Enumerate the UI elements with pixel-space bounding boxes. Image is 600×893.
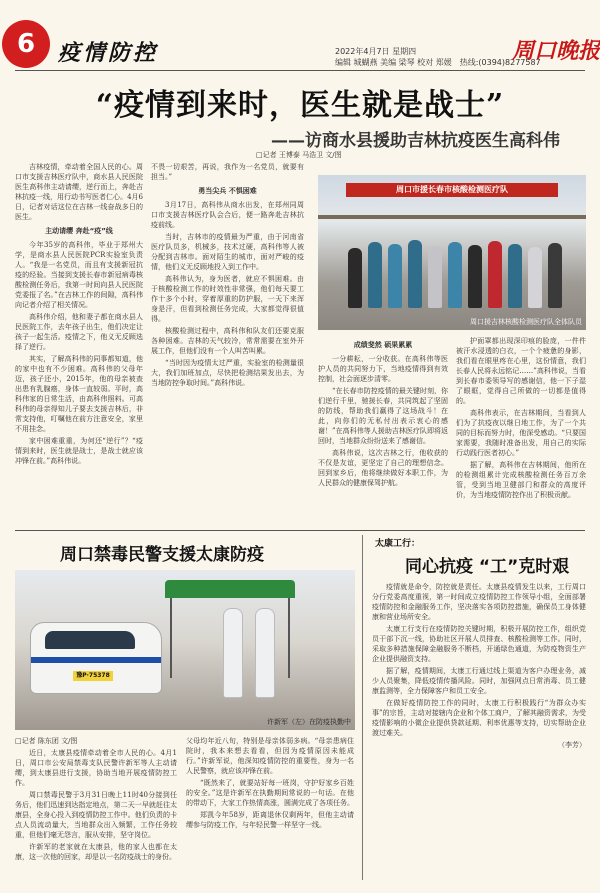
paragraph: 当时，吉林市的疫情最为严重，由于河南省医疗队员多，机械多，技术过硬，高科伟等人被分配到吉林市。面对陌生的城市，面对严峻的疫情，他们义无反顾地投入到工作中。 [151,233,304,271]
paragraph: 其实，了解高科伟的同事都知道，他的家中也有不少困难。高科伟的父母年迈，孩子还小，2015年，他的母亲被查出患有乳腺癌，身体一直较弱。平时，高科伟家的日常生活，由高科伟照料。可高科伟的母亲得知儿子要去支援吉林后，非常支持他，叮嘱他在前方注意安全，家里不用挂念。 [15,355,143,433]
paragraph: 父母均年近八旬，特别是母亲体弱多病。“母亲患病住院时，我本来想去看看，但因为疫情原因未能成行。”许新军说，他深知疫情防控的重要性，身为一名人民警察，就应该冲锋在前。 [186,737,354,775]
building-ledge [318,215,586,219]
subheading: 主动请缨 奔赴“疫”线 [45,227,113,235]
paragraph: “既然来了，就要站好每一班岗，守护好家乡百姓的安全。”这是许新军在执勤期间常说的一句话。在他的带动下，大家工作热情高涨，圆满完成了各项任务。 [186,779,354,807]
paragraph: 疫情就是命令，防控就是责任。太康县疫情发生以来，工行周口分行党委高度重视，第一时间成立疫情防控工作领导小组，全面部署疫情防控和金融服务工作，坚决落实各项防控措施，确保员工身体健康和营业场所安全。 [372,583,586,621]
story3-kicker: 太康工行： [375,539,421,549]
photo-caption: 许新军（左）在防疫执勤中 [267,718,351,726]
tent-canopy [165,580,295,598]
hazmat-worker [255,608,275,698]
story1-column-2 [151,162,304,527]
paragraph: 郑凯今年58岁，距离退休仅剩两年，但他主动请缨参与防疫工作，与年轻民警一样坚守一线。 [186,811,354,829]
paragraph: 周口禁毒民警于3月31日晚上11时40分接到任务后，他们迅速到达指定地点，第二天一早就赶往太康县，全身心投入到疫情防控工作中。他们负责的卡点人员流动量大，当地群众出入频繁，工作任务较重，但他们毫无怨言，服从安排，坚守岗位。 [15,791,177,839]
paragraph: 一分耕耘，一分收获。在高科伟等医护人员的共同努力下，当地疫情得到有效控制，社会面逐步清零。 [318,355,448,383]
paragraph: 太康工行支行在疫情防控关键时期，积极开展防控工作，组织党员干部下沉一线，协助社区开展人员排查、核酸检测等工作。同时，采取多种措施保障金融服务不断档，开通绿色通道，为防疫物资生产企业提供融资支持。 [372,625,586,663]
paragraph: 高科伟表示，在吉林期间，当看到人们为了抗疫夜以继日地工作，为了一个共同的目标而努力时，他深受感动。“只要国家需要，我随时准备出发，用自己的实际行动践行医者初心。” [456,409,586,457]
person-figure [388,244,402,308]
story3-headline: 同心抗疫 “工”克时艰 [405,557,570,577]
page-number-badge: 6 [2,20,50,68]
hazmat-worker [223,608,243,698]
story2-headline: 周口禁毒民警支援太康防疫 [60,545,264,565]
story1-column-1 [15,162,143,527]
person-figure [488,241,502,308]
story3-column [372,582,586,882]
story2-column-1 [15,748,177,880]
paragraph: 许新军的老家就在太康县，他的家人也都在太康，这一次他的回家，却是以一名防疫战士的身份。 [15,843,177,861]
group-photo [318,175,586,330]
checkpoint-photo [15,570,355,730]
paragraph: 近日，太康县疫情牵动着全市人民的心。4月1日，周口市公安局禁毒支队民警许新军等人主动请缨，到太康县进行支援，协助当地开展疫情防控工作。 [15,749,177,787]
section-title: 疫情防控 [58,40,159,66]
license-plate: 豫P·75378 [73,671,113,681]
paragraph: 据了解，疫情期间，太康工行通过线上渠道为客户办理业务，减少人员聚集，降低疫情传播风险。同时，加强网点日常消毒、员工健康监测等，全力保障客户和员工安全。 [372,667,586,695]
paragraph: 家中困难重重，为何还“逆行”？“疫情到来时，医生就是战士，是战士就应该冲锋在前。”高科伟说。 [15,437,143,465]
tent-pole [288,598,290,678]
header-rule [15,70,585,71]
paragraph: 高科伟认为，身为医者，就应不惧困难。由于核酸检测工作的时效性非常强，他们每天要工作十多个小时，穿着厚重的防护服，一天下来浑身是汗，但看到检测任务完成，大家都觉得很值得。 [151,275,304,323]
person-figure [428,246,442,308]
story1-column-3 [318,336,448,528]
section-divider [15,530,585,531]
hotline: 热线:(0394)8277587 [459,58,541,67]
paragraph: 高科伟说，这次吉林之行，他收获的不仅是友谊，更坚定了自己的理想信念。回到家乡后，他将继续做好本职工作，为人民群众的健康保驾护航。 [318,449,448,487]
subheading: 成绩斐然 硕果累累 [353,341,413,349]
paragraph: 核酸检测过程中，高科伟和队友们还要克服各种困难。吉林的天气较冷，常常需要在室外开展工作，但他们没有一个人叫苦叫累。 [151,327,304,355]
photo-caption: 周口援吉林核酸检测医疗队全体队员 [470,318,582,326]
paragraph: 在做好疫情防控工作的同时，太康工行积极践行“为群众办实事”的宗旨，主动对接辖内企业和个体工商户，了解其融资需求，为受疫情影响的小微企业提供贷款延期、利率优惠等支持，切实帮助企业渡过难关。 [372,699,586,737]
paragraph: 今年35岁的高科伟，毕业于郑州大学，是商水县人民医院PCR实验室负责人。“我是一名党员，而且有支援新冠抗疫的经验。当接到支援长春市新冠病毒核酸检测任务后，我第一时间向县人民医院党委报了名。”在吉林工作的间隙，高科伟向记者介绍了相关情况。 [15,241,143,309]
tent-pole [170,598,172,678]
newspaper-logo: 周口晚报 [512,38,600,64]
paragraph: “当时因为疫情太过严重，实验室的检测量很大，我们加班加点，尽快把检测结果发出去，为当地防控争取时间。”高科伟说。 [151,359,304,387]
paragraph: 吉林疫情，牵动着全国人民的心。周口市支援吉林医疗队中，商水县人民医院医生高科伟主动请缨，逆行而上，奔赴吉林抗疫一线，用行动书写医者仁心。4月6日，记者对话这位在吉林一线奋战多日的医生。 [15,163,143,221]
person-figure [448,242,462,308]
paragraph: 护面罩都出现深印痕的脸庞，一件件被汗水浸透的白衣，一个个疲惫的身影，我们看在眼里疼在心里，这份情意，我们长春人民将永远铭记……”高科伟说，当看到长春市委领导写的感谢信，他一下子湿了眼眶，觉得自己所做的一切都是值得的。 [456,337,586,405]
paragraph: 3月17日，高科伟从商水出发，在郑州同周口市支援吉林医疗队会合后，便一路奔赴吉林抗疫前线。 [151,201,304,229]
person-figure [368,242,382,308]
person-figure [528,247,542,308]
column-divider [362,535,363,880]
story3-author: （李芳） [558,741,586,749]
paragraph: 高科伟介绍，他和妻子都在商水县人民医院工作，去年孩子出生，他们决定让孩子一起生活。疫情之下，他义无反顾选择了逆行。 [15,313,143,351]
date-line: 2022年4月7日 星期四 [335,47,417,56]
story1-column-4 [456,336,586,528]
main-headline: “疫情到来时，医生就是战士” [95,88,505,123]
editor-line: 编辑 城蝴燕 美编 梁琴 校对 郑媛 [335,58,452,67]
story2-byline: □记者 陈东团 文/图 [15,737,78,745]
person-figure [408,240,422,308]
paragraph: 据了解，高科伟在吉林期间，他所在的检测组累计完成核酸检测任务百万余管，受到当地卫健部门和群众的高度评价，为当地疫情防控作出了积极贡献。 [456,461,586,499]
car-stripe [31,657,161,663]
person-figure [508,244,522,308]
person-figure [348,248,362,308]
main-subhead: ——访商水县援助吉林抗疫医生高科伟 [271,131,560,151]
paragraph: “在长春市防控疫情的最关键时刻，你们逆行千里，驰援长春，共同筑起了坚固的防线，帮助我们赢得了这场战斗！在此，向你们的无私付出表示衷心的感谢！”在高科伟等人援助吉林医疗队即将返回时，当地群众纷纷送来了感谢信。 [318,387,448,445]
car-windshield [45,631,135,649]
photo-banner: 周口市援长春市核酸检测医疗队 [346,183,558,197]
header-meta [335,46,541,68]
police-car [30,622,162,694]
paragraph: 不畏一切艰苦，再说，我作为一名党员，就要有担当。” [151,163,304,181]
story2-column-2 [186,736,354,880]
person-figure [548,243,562,308]
subheading: 勇当尖兵 不惧困难 [198,187,257,195]
person-figure [468,245,482,308]
main-byline: □记者 王博泰 马浩卫 文/图 [256,151,342,159]
